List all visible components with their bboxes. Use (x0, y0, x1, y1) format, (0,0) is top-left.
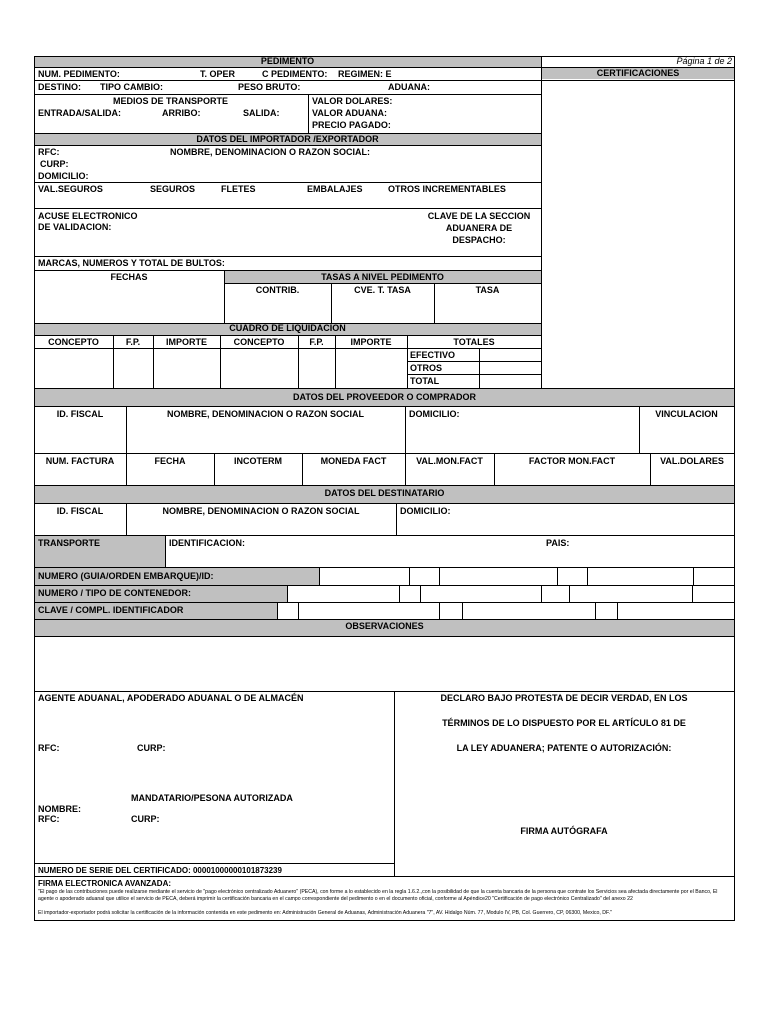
prov-nombre-label: NOMBRE, DENOMINACION O RAZON SOCIAL (167, 409, 364, 419)
efectivo-label: EFECTIVO (410, 350, 456, 360)
dest-nombre-label: NOMBRE, DENOMINACION O RAZON SOCIAL (162, 506, 360, 516)
footnote-peca: "El pago de las contribuciones puede realizarse mediante el servicio de "pago electrónico centralizado Aduanero" (PECA), con forme a lo establecido en la regla 1.6.2.,con la posibilidad de que la cuenta bancaria de la persona que contrate los Servicios sea afectada directamente por el Banco, El agente o apoderado aduanal que utilice el servicio de PECA, deberá imprimir la certificación bancaria en el campo correspondiente del pedimento o en el documento oficial, conforme al Apéndice20 "Certificación de pago electrónico Centralizado" del anexo 22 (38, 889, 718, 902)
footnote-certificacion: El importador-exportador podrá solicitar la certificación de la información contenida en este pedimento en: Administración General de Aduanas, Administración Aduanera "7", AV. Hidalgo Núm. 77, Modulo IV, PB, Col. Guerrero, CP, 06300, Mexico, DF." (38, 910, 612, 916)
cve-tasa-label: CVE. T. TASA (354, 285, 411, 295)
embalajes-label: EMBALAJES (307, 184, 363, 194)
declaro-line2: TÉRMINOS DE LO DISPUESTO POR EL ARTÍCULO 81 DE (442, 718, 686, 728)
nombre-label: NOMBRE, DENOMINACION O RAZON SOCIAL: (170, 147, 370, 157)
declaro-line1: DECLARO BAJO PROTESTA DE DECIR VERDAD, EN LOS (440, 693, 688, 703)
declaro-line3: LA LEY ADUANERA; PATENTE O AUTORIZACIÓN: (456, 743, 672, 753)
incoterm-label: INCOTERM (234, 456, 282, 466)
proveedor-title: DATOS DEL PROVEEDOR O COMPRADOR (292, 392, 477, 402)
transporte-label: TRANSPORTE (38, 538, 101, 548)
dest-domicilio-label: DOMICILIO: (400, 506, 451, 516)
arribo-label: ARRIBO: (162, 108, 201, 118)
concepto-label-2: CONCEPTO (233, 337, 285, 347)
contrib-label: CONTRIB. (255, 285, 300, 295)
liquidacion-title: CUADRO DE LIQUIDACION (229, 323, 346, 333)
val-seguros-label: VAL.SEGUROS (38, 184, 103, 194)
identificacion-label: IDENTIFICACION: (169, 538, 245, 548)
concepto-label: CONCEPTO (48, 337, 99, 347)
pais-label: PAIS: (546, 538, 570, 548)
clave-compl-label: CLAVE / COMPL. IDENTIFICADOR (38, 605, 184, 615)
observaciones-title: OBSERVACIONES (345, 621, 424, 631)
totales-label: TOTALES (453, 337, 495, 347)
marcas-label: MARCAS, NUMEROS Y TOTAL DE BULTOS: (38, 258, 225, 268)
pedimento-title: PEDIMENTO (260, 56, 315, 66)
guia-label: NUMERO (GUIA/ORDEN EMBARQUE)/ID: (38, 571, 214, 581)
fecha-label: FECHA (154, 456, 186, 466)
page-number: Página 1 de 2 (676, 56, 732, 66)
tasas-title: TASAS A NIVEL PEDIMENTO (321, 272, 444, 282)
firma-autografa-label: FIRMA AUTÓGRAFA (520, 826, 608, 836)
domicilio-label: DOMICILIO: (38, 171, 89, 181)
agente-curp-label: CURP: (137, 743, 166, 753)
num-pedimento-label: NUM. PEDIMENTO: (38, 69, 120, 79)
firma-electronica-label: FIRMA ELECTRONICA AVANZADA: (38, 879, 172, 888)
precio-pagado-label: PRECIO PAGADO: (312, 120, 391, 130)
regimen-label: REGIMEN: E (338, 69, 392, 79)
clave-line3: DESPACHO: (452, 235, 506, 245)
prov-id-fiscal-label: ID. FISCAL (56, 409, 104, 419)
tipo-cambio-label: TIPO CAMBIO: (100, 82, 163, 92)
importe-label: IMPORTE (165, 337, 207, 347)
destino-label: DESTINO: (38, 82, 82, 92)
contenedor-label: NUMERO / TIPO DE CONTENEDOR: (38, 588, 192, 598)
otros-label: OTROS (410, 363, 443, 373)
aduana-label: ADUANA: (388, 82, 430, 92)
salida-label: SALIDA: (243, 108, 280, 118)
dest-id-fiscal-label: ID. FISCAL (56, 506, 104, 516)
moneda-fact-label: MONEDA FACT (320, 456, 387, 466)
tasa-label: TASA (475, 285, 500, 295)
fletes-label: FLETES (221, 184, 256, 194)
fp-label: F.P. (125, 337, 141, 347)
num-factura-label: NUM. FACTURA (45, 456, 115, 466)
numero-serie-label: NUMERO DE SERIE DEL CERTIFICADO: 00001000000101873239 (38, 866, 282, 875)
acuse-line1: ACUSE ELECTRONICO (38, 211, 138, 221)
factor-mon-fact-label: FACTOR MON.FACT (528, 456, 616, 466)
destinatario-title: DATOS DEL DESTINATARIO (324, 488, 445, 498)
val-dolares-label: VAL.DOLARES (660, 456, 724, 466)
importer-title: DATOS DEL IMPORTADOR /EXPORTADOR (196, 134, 379, 144)
nombre-label-2: NOMBRE: (38, 804, 81, 814)
curp-label: CURP: (40, 159, 69, 169)
clave-line2: ADUANERA DE (445, 223, 513, 233)
fechas-label: FECHAS (110, 272, 148, 282)
total-label: TOTAL (410, 376, 440, 386)
medios-transporte-label: MEDIOS DE TRANSPORTE (113, 96, 229, 106)
valor-dolares-label: VALOR DOLARES: (312, 96, 393, 106)
mandatario-label: MANDATARIO/PESONA AUTORIZADA (131, 793, 293, 803)
agente-rfc2-label: RFC: (38, 814, 60, 824)
agente-rfc-label: RFC: (38, 743, 60, 753)
acuse-line2: DE VALIDACION: (38, 222, 112, 232)
agente-curp2-label: CURP: (131, 814, 160, 824)
entrada-salida-label: ENTRADA/SALIDA: (38, 108, 121, 118)
valor-aduana-label: VALOR ADUANA: (312, 108, 387, 118)
rfc-label: RFC: (38, 147, 60, 157)
vinculacion-label: VINCULACION (655, 409, 718, 419)
c-pedimento-label: C PEDIMENTO: (262, 69, 328, 79)
certificaciones-title: CERTIFICACIONES (596, 68, 680, 78)
seguros-label: SEGUROS (150, 184, 196, 194)
agente-title: AGENTE ADUANAL, APODERADO ADUANAL O DE ALMACÉN (38, 693, 304, 703)
t-oper-label: T. OPER (200, 69, 236, 79)
importe-label-2: IMPORTE (350, 337, 392, 347)
otros-incrementables-label: OTROS INCREMENTABLES (388, 184, 506, 194)
val-mon-fact-label: VAL.MON.FACT (416, 456, 483, 466)
clave-line1: CLAVE DE LA SECCION (427, 211, 531, 221)
fp-label-2: F.P. (309, 337, 324, 347)
peso-bruto-label: PESO BRUTO: (238, 82, 301, 92)
prov-domicilio-label: DOMICILIO: (409, 409, 460, 419)
